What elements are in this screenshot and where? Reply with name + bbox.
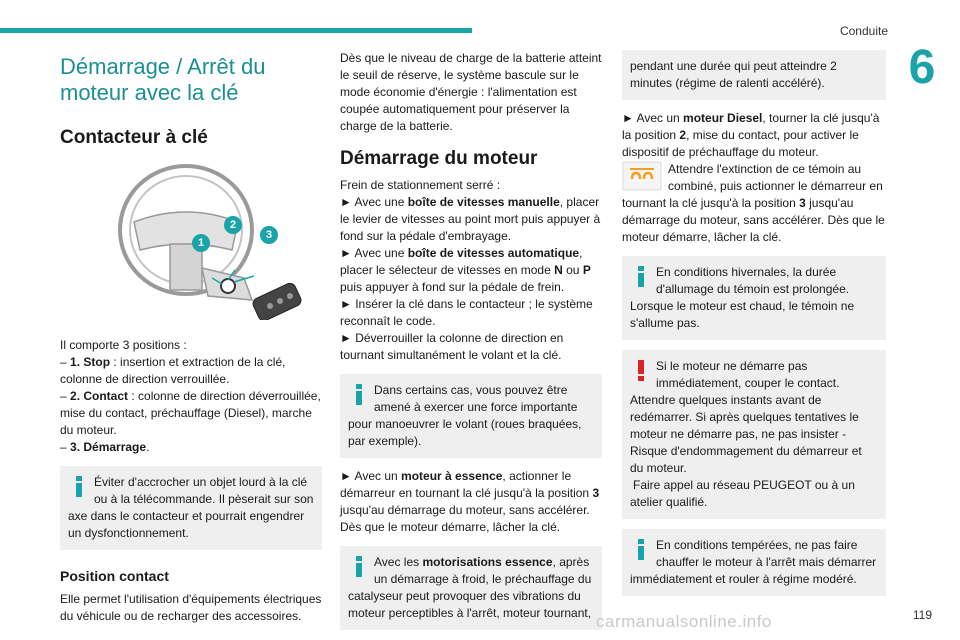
- watermark: carmanualsonline.info: [596, 612, 772, 631]
- page-number: 119: [912, 608, 932, 622]
- position-2: – 2. Contact : colonne de direction déverrouillée, mise du contact, préchauffage (Diesel), marche du moteur.: [60, 389, 321, 437]
- manual-gearbox-step: ► Avec une boîte de vitesses manuelle, placer le levier de vitesses au point mort puis appuyer à fond sur la pédale d'embrayage.: [340, 195, 601, 243]
- callout-1: 1: [192, 234, 210, 252]
- info-note: Avec les motorisations essence, après un démarrage à froid, le préchauffage du catalyseur peut provoquer des vibrations du moteur perceptibles à l'arrêt, moteur tournant,: [340, 546, 602, 630]
- heading-engine-start: Démarrage du moteur: [340, 148, 538, 169]
- section-title: Démarrage / Arrêt du moteur avec la clé: [60, 54, 266, 105]
- preheat-wait-text: Attendre l'extinction de ce témoin au combiné, puis actionner le démarreur en tournant la clé jusqu'à la position 3 jusqu'au démarrage du moteur, sans accélérer. Dès que le moteur démarre, lâcher la clé.: [622, 162, 885, 244]
- position-3: – 3. Démarrage.: [60, 440, 150, 454]
- parking-brake-text: Frein de stationnement serré :: [340, 178, 501, 192]
- running-header: Conduite: [839, 24, 888, 38]
- callout-3: 3: [260, 226, 278, 244]
- info-icon: [350, 554, 368, 578]
- info-note: En conditions tempérées, ne pas faire chauffer le moteur à l'arrêt mais démarrer immédiatement et rouler à régime modéré.: [622, 529, 886, 596]
- unlock-column-step: ► Déverrouiller la colonne de direction en tournant simultanément le volant et la clé.: [340, 331, 564, 362]
- battery-text: Dès que le niveau de charge de la batterie atteint le seuil de réserve, le système bascule sur le mode économie d'énergie : l'alimentation est coupée automatiquement pour préserver la charge de la batterie.: [340, 51, 602, 133]
- position-1: – 1. Stop : insertion et extraction de la clé, colonne de direction verrouillée.: [60, 355, 286, 386]
- warning-icon: [632, 358, 650, 382]
- info-note: Éviter d'accrocher un objet lourd à la clé ou à la télécommande. Il pèserait sur son axe dans le contacteur et pourrait engendrer un dysfonctionnement.: [60, 466, 322, 550]
- note-continuation: pendant une durée qui peut atteindre 2 minutes (régime de ralenti accéléré).: [622, 50, 886, 100]
- column-1: [60, 54, 322, 625]
- heading-contact-position: Position contact: [60, 568, 169, 584]
- column-2: [340, 50, 602, 640]
- contact-position-text: Elle permet l'utilisation d'équipements électriques du véhicule ou de recharger des accessoires.: [60, 592, 322, 623]
- positions-intro: Il comporte 3 positions :: [60, 338, 187, 352]
- top-accent-bar: [0, 28, 472, 33]
- info-icon: [350, 382, 368, 406]
- info-icon: [632, 264, 650, 288]
- chapter-number: 6: [908, 41, 936, 94]
- callout-2: 2: [224, 216, 242, 234]
- diesel-engine-step: ► Avec un moteur Diesel, tourner la clé jusqu'à la position 2, mise du contact, pour activer le dispositif de préchauffage du moteur.: [622, 111, 880, 159]
- petrol-engine-step: ► Avec un moteur à essence, actionner le démarreur en tournant la clé jusqu'à la position 3 jusqu'au démarrage du moteur, sans accélérer. Dès que le moteur démarre, lâcher la clé.: [340, 469, 600, 534]
- info-icon: [70, 474, 88, 498]
- info-note: En conditions hivernales, la durée d'allumage du témoin est prolongée. Lorsque le moteur est chaud, le témoin ne s'allume pas.: [622, 256, 886, 340]
- preheat-warning-icon: [622, 161, 662, 191]
- info-icon: [632, 537, 650, 561]
- insert-key-step: ► Insérer la clé dans le contacteur ; le système reconnaît le code.: [340, 297, 593, 328]
- warning-note: Si le moteur ne démarre pas immédiatement, couper le contact. Attendre quelques instants avant de redémarrer. Si après quelques tentatives le moteur ne démarre pas, ne pas insister - Risque d'endommagement du démarreur et du moteur. Faire appel au réseau PEUGEOT ou à un atelier qualifié.: [622, 350, 886, 519]
- automatic-gearbox-step: ► Avec une boîte de vitesses automatique, placer le sélecteur de vitesses en mode N ou P puis appuyer à fond sur la pédale de frein.: [340, 246, 591, 294]
- column-3: [622, 50, 886, 606]
- heading-key-switch: Contacteur à clé: [60, 127, 208, 148]
- info-note: Dans certains cas, vous pouvez être amené à exercer une force importante pour manoeuvrer le volant (roues braquées, par exemple).: [340, 374, 602, 458]
